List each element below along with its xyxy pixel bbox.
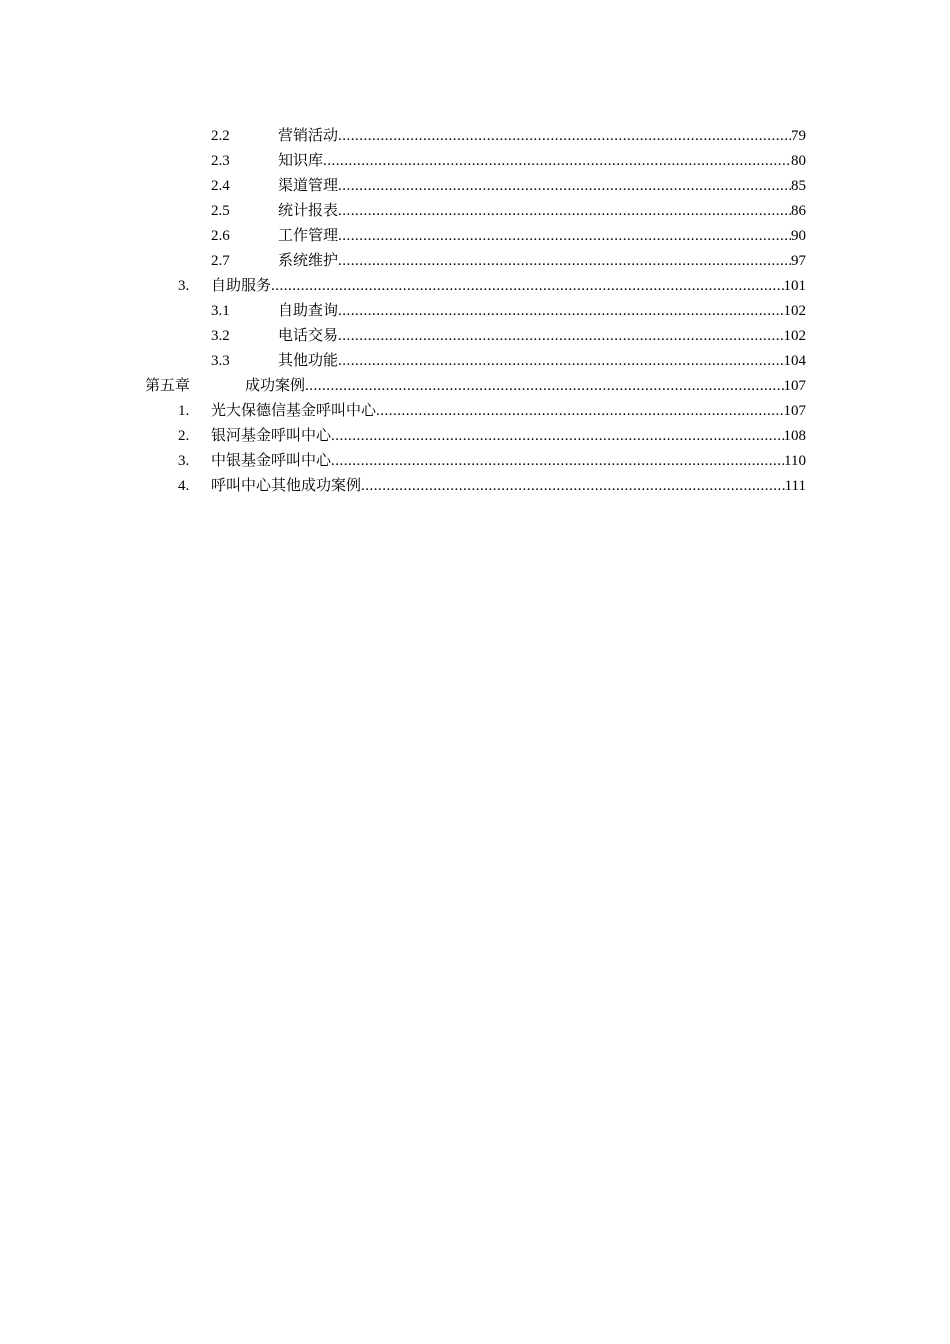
- toc-entry-title: 自助服务: [211, 278, 272, 294]
- toc-entry-title: 中银基金呼叫中心: [211, 453, 332, 469]
- toc-chapter-entry[interactable]: [0, 374, 950, 399]
- toc-entry-title: 呼叫中心其他成功案例: [211, 478, 362, 494]
- toc-entry-page: 102: [783, 328, 806, 344]
- toc-entry-number: 3.: [178, 278, 190, 294]
- toc-entry[interactable]: [0, 274, 950, 299]
- toc-entry-page: 110: [784, 453, 806, 469]
- toc-entry[interactable]: [0, 174, 950, 199]
- toc-entry[interactable]: [0, 399, 950, 424]
- toc-entry-number: 3.2: [211, 328, 230, 344]
- toc-entry-page: 86: [791, 203, 806, 219]
- toc-entry-number: 2.2: [211, 128, 230, 144]
- toc-entry-title: 工作管理: [278, 228, 339, 244]
- toc-entry-page: 90: [791, 228, 806, 244]
- toc-entry[interactable]: [0, 324, 950, 349]
- toc-entry[interactable]: [0, 349, 950, 374]
- toc-entry-number: 2.5: [211, 203, 230, 219]
- toc-entry[interactable]: [0, 474, 950, 499]
- toc-entry-number: 1.: [178, 403, 190, 419]
- toc-dot-leader: [338, 124, 791, 149]
- toc-dot-leader: [331, 424, 783, 449]
- toc-dot-leader: [338, 349, 783, 374]
- toc-dot-leader: [338, 174, 791, 199]
- toc-entry[interactable]: [0, 249, 950, 274]
- toc-dot-leader: [338, 199, 791, 224]
- toc-entry-number: 3.: [178, 453, 190, 469]
- toc-entry[interactable]: [0, 224, 950, 249]
- toc-entry[interactable]: [0, 299, 950, 324]
- table-of-contents: [0, 124, 950, 499]
- toc-dot-leader: [338, 324, 783, 349]
- toc-entry-title: 知识库: [278, 153, 324, 169]
- toc-entry[interactable]: [0, 449, 950, 474]
- toc-entry-number: 3.3: [211, 353, 230, 369]
- toc-entry-title: 自助查询: [278, 303, 339, 319]
- toc-entry-number: 4.: [178, 478, 190, 494]
- toc-entry-page: 85: [791, 178, 806, 194]
- toc-dot-leader: [323, 149, 791, 174]
- toc-dot-leader: [331, 449, 784, 474]
- toc-entry-number: 3.1: [211, 303, 230, 319]
- toc-entry-number: 2.: [178, 428, 190, 444]
- toc-dot-leader: [305, 374, 783, 399]
- toc-dot-leader: [338, 224, 791, 249]
- toc-entry-page: 111: [784, 478, 806, 494]
- toc-dot-leader: [338, 249, 791, 274]
- toc-entry[interactable]: [0, 199, 950, 224]
- toc-entry-page: 107: [783, 403, 806, 419]
- toc-entry-title: 电话交易: [278, 328, 339, 344]
- toc-entry-number: 2.7: [211, 253, 230, 269]
- toc-dot-leader: [376, 399, 783, 424]
- toc-entry-title: 其他功能: [278, 353, 339, 369]
- toc-entry-page: 102: [783, 303, 806, 319]
- toc-entry[interactable]: [0, 124, 950, 149]
- toc-entry-title: 渠道管理: [278, 178, 339, 194]
- toc-entry-title: 银河基金呼叫中心: [211, 428, 332, 444]
- toc-entry-title: 营销活动: [278, 128, 339, 144]
- toc-entry-number: 2.3: [211, 153, 230, 169]
- toc-dot-leader: [271, 274, 783, 299]
- toc-entry-page: 107: [783, 378, 806, 394]
- toc-entry-title: 光大保德信基金呼叫中心: [211, 403, 377, 419]
- toc-dot-leader: [338, 299, 783, 324]
- toc-dot-leader: [361, 474, 785, 499]
- toc-entry-page: 80: [791, 153, 806, 169]
- toc-entry-page: 101: [783, 278, 806, 294]
- toc-entry-title: 统计报表: [278, 203, 339, 219]
- toc-entry-page: 97: [791, 253, 806, 269]
- toc-entry[interactable]: [0, 424, 950, 449]
- toc-chapter-number: 第五章: [145, 378, 191, 394]
- toc-entry-number: 2.4: [211, 178, 230, 194]
- toc-entry-number: 2.6: [211, 228, 230, 244]
- toc-entry-title: 系统维护: [278, 253, 339, 269]
- toc-entry-page: 79: [791, 128, 806, 144]
- toc-entry-page: 104: [783, 353, 806, 369]
- toc-entry[interactable]: [0, 149, 950, 174]
- toc-entry-title: 成功案例: [245, 378, 306, 394]
- toc-entry-page: 108: [783, 428, 806, 444]
